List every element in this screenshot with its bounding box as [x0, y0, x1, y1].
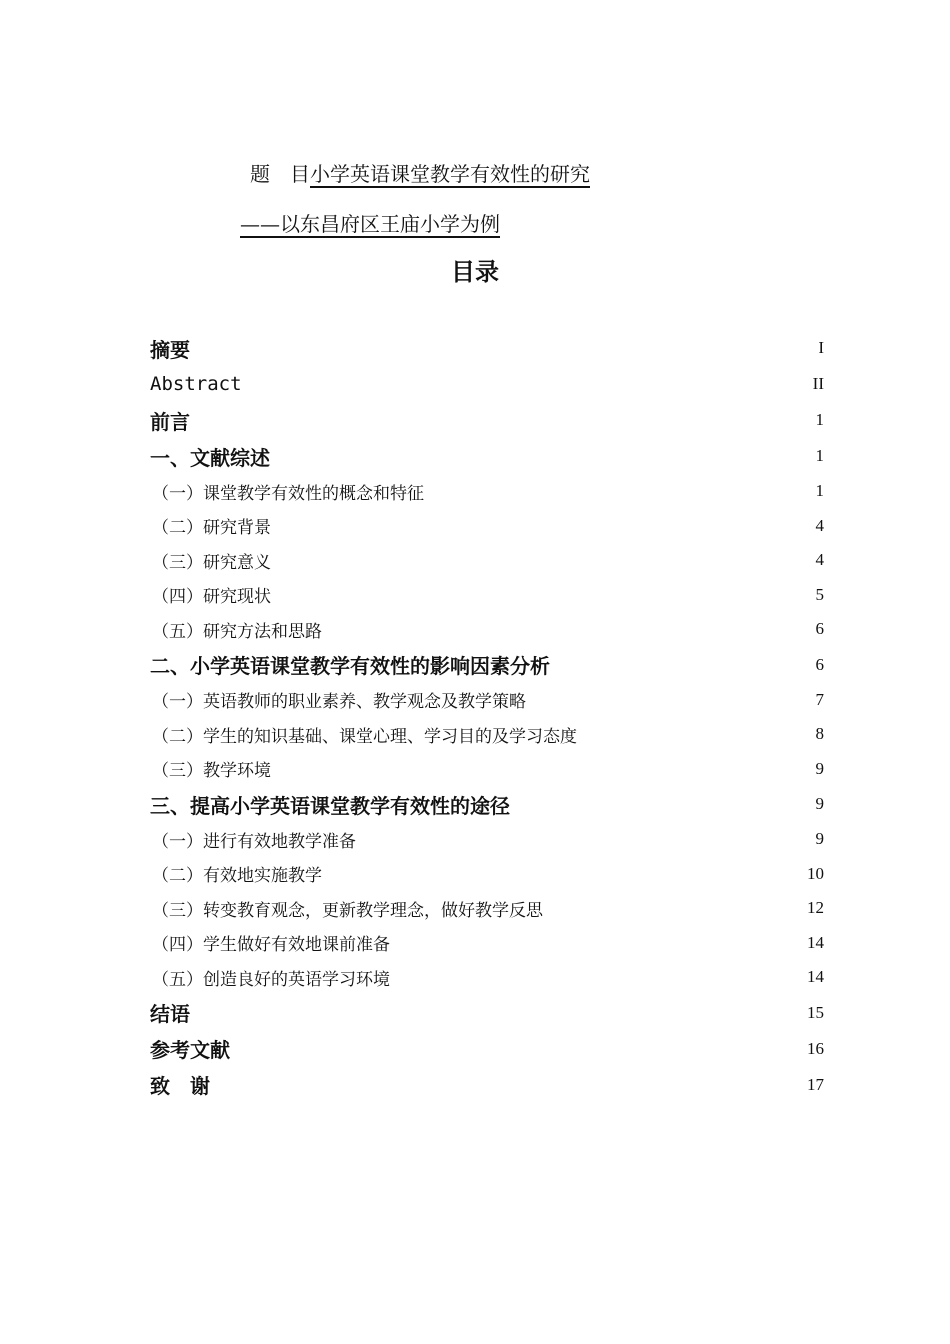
toc-entry-page-number: 4	[815, 515, 824, 535]
toc-entry-title: 三、提高小学英语课堂教学有效性的途径	[150, 793, 510, 818]
toc-entry-page-number: 12	[807, 898, 824, 918]
toc-entry-page-number: 7	[815, 689, 824, 709]
toc-entry-page-number: 1	[815, 410, 824, 429]
toc-entry-title: 一、文献综述	[150, 445, 270, 470]
toc-entry-page-number: 14	[807, 967, 824, 987]
toc-entry-page-number: 9	[815, 794, 824, 813]
toc-entry[interactable]	[150, 509, 824, 544]
toc-entry-page-number: 17	[807, 1074, 824, 1094]
toc-heading: 目录	[451, 258, 499, 286]
toc-entry-page-number: 15	[807, 1002, 824, 1022]
toc-entry[interactable]	[150, 926, 824, 961]
toc-entry-title: 致 谢	[150, 1074, 210, 1098]
toc-entry-title: （四）学生做好有效地课前准备	[152, 935, 390, 956]
toc-entry[interactable]	[150, 752, 824, 787]
toc-entry-page-number: 4	[815, 550, 824, 570]
table-of-contents	[150, 330, 824, 1103]
title-label-part2: 目	[290, 162, 310, 186]
toc-entry-title: （三）研究意义	[152, 552, 271, 573]
toc-entry-page-number: 9	[815, 829, 824, 849]
toc-entry[interactable]	[150, 578, 824, 613]
toc-entry-title: 二、小学英语课堂教学有效性的影响因素分析	[150, 654, 550, 678]
toc-entry[interactable]	[150, 960, 824, 995]
toc-entry[interactable]	[150, 438, 824, 474]
toc-entry[interactable]	[150, 330, 824, 366]
toc-entry-page-number: II	[812, 374, 824, 393]
thesis-main-title: 小学英语课堂教学有效性的研究	[310, 162, 590, 186]
toc-entry-page-number: I	[818, 338, 824, 357]
toc-entry[interactable]	[150, 786, 824, 822]
toc-entry-page-number: 9	[815, 758, 824, 778]
thesis-subtitle: ——以东昌府区王庙小学为例	[240, 212, 500, 236]
toc-entry[interactable]	[150, 1031, 824, 1067]
toc-entry-title: （三）转变教育观念，更新教学理念，做好教学反思	[152, 900, 543, 921]
toc-entry-title: （一）英语教师的职业素养、教学观念及教学策略	[152, 692, 526, 713]
toc-entry-page-number: 6	[815, 654, 824, 674]
toc-entry-title: 摘要	[150, 337, 190, 362]
toc-entry-title: （四）研究现状	[152, 587, 271, 608]
toc-entry[interactable]	[150, 647, 824, 683]
toc-entry-page-number: 16	[807, 1038, 824, 1058]
toc-entry-page-number: 14	[807, 932, 824, 952]
toc-entry-title: （一）进行有效地教学准备	[152, 831, 356, 852]
toc-entry[interactable]	[150, 891, 824, 926]
toc-entry[interactable]	[150, 1067, 824, 1103]
toc-entry-page-number: 1	[815, 446, 824, 465]
thesis-title-block	[0, 0, 950, 240]
toc-entry[interactable]	[150, 612, 824, 647]
toc-entry-title: （三）教学环境	[152, 761, 271, 782]
thesis-title-line	[250, 160, 608, 188]
toc-entry-page-number: 6	[815, 619, 824, 639]
toc-entry-title: Abstract	[150, 373, 242, 395]
toc-entry-title: （二）研究背景	[152, 518, 271, 539]
toc-entry-page-number: 5	[815, 584, 824, 604]
toc-entry-page-number: 1	[815, 481, 824, 501]
toc-entry-page-number: 10	[807, 863, 824, 883]
toc-entry-title: （五）创造良好的英语学习环境	[152, 969, 390, 990]
toc-entry-page-number: 8	[815, 724, 824, 744]
toc-entry-title: （二）学生的知识基础、课堂心理、学习目的及学习态度	[152, 726, 577, 747]
toc-entry-title: （一）课堂教学有效性的概念和特征	[152, 483, 424, 504]
toc-entry[interactable]	[150, 857, 824, 892]
toc-entry[interactable]	[150, 683, 824, 718]
title-label-part1: 题	[250, 162, 270, 186]
toc-entry[interactable]	[150, 717, 824, 752]
toc-entry[interactable]	[150, 822, 824, 857]
toc-entry[interactable]	[150, 995, 824, 1031]
toc-entry-title: （五）研究方法和思路	[152, 621, 322, 642]
toc-entry[interactable]	[150, 366, 824, 402]
toc-entry-title: 参考文献	[150, 1038, 230, 1062]
toc-entry-title: （二）有效地实施教学	[152, 866, 322, 887]
toc-entry[interactable]	[150, 474, 824, 509]
toc-entry-title: 前言	[150, 409, 190, 434]
toc-entry[interactable]	[150, 402, 824, 438]
toc-entry[interactable]	[150, 543, 824, 578]
title-label	[250, 162, 310, 186]
toc-entry-title: 结语	[150, 1002, 190, 1026]
